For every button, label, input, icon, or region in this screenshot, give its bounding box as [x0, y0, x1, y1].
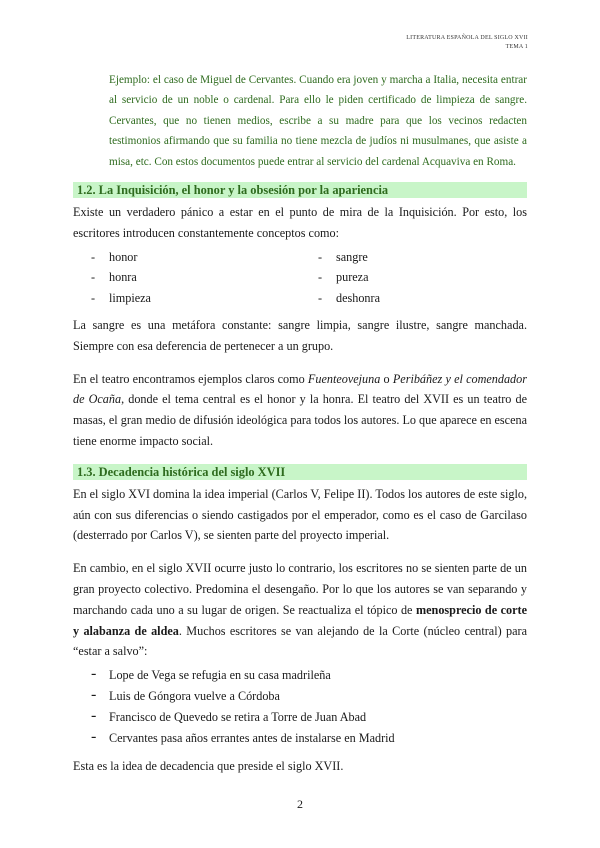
- concepts-column-right: [300, 247, 527, 309]
- example-paragraph: Ejemplo: el caso de Miguel de Cervantes. Cuando era joven y marcha a Italia, necesita entrar al servicio de un noble o cardenal. Para ello le piden certificado de limpieza de sangre. Cervantes, que no tienen medios, escribe a su madre para que los vecinos redacten testimonios afirmando que su familia no tiene mezcla de judíos ni musulmanes, que asiste a misa, etc. Con estos documentos puede entrar al servicio del cardenal Acquaviva en Roma.: [109, 74, 527, 168]
- paragraph-intro: Existe un verdadero pánico a estar en el punto de mira de la Inquisición. Por esto, los escritores introducen constantemente conceptos como:: [73, 205, 527, 240]
- page-number: 2: [297, 797, 303, 811]
- paragraph-closing: Esta es la idea de decadencia que preside el siglo XVII.: [73, 759, 344, 774]
- paragraph-siglo-xvii: En cambio, en el siglo XVII ocurre justo lo contrario, los escritores no se sienten parte de un gran proyecto colectivo. Predomina el desengaño. Por lo que los autores se van separando y marchando cada uno a su lugar de origen. Se reactualiza el tópico de menosprecio de corte y alabanza de aldea. Muchos escritores se van alejando de la Corte (núcleo central) para “estar a salvo”:: [73, 561, 528, 659]
- work-title-peribanez: Peribáñez y el comendador de Ocaña: [73, 371, 527, 407]
- list-item: - Luis de Góngora vuelve a Córdoba: [91, 685, 280, 703]
- section-heading-decadencia: 1.3. Decadencia histórica del siglo XVII: [73, 464, 527, 480]
- concepts-list: [73, 247, 527, 309]
- paragraph-blood-metaphor: La sangre es una metáfora constante: sangre limpia, sangre ilustre, sangre manchada. Siempre con esa deferencia de pertenecer a un grupo.: [73, 318, 527, 353]
- list-item: - sangre: [318, 249, 368, 264]
- header-course: LITERATURA ESPAÑOLA DEL SIGLO XVII: [406, 35, 528, 41]
- list-item: - Cervantes pasa años errantes antes de instalarse en Madrid: [91, 727, 395, 745]
- topic-bold: menosprecio de corte y alabanza de aldea: [73, 602, 528, 638]
- list-item: - deshonra: [318, 291, 380, 306]
- list-item: - honra: [91, 270, 137, 285]
- header-topic: TEMA 1: [505, 44, 528, 50]
- paragraph-siglo-xvi: En el siglo XVI domina la idea imperial (Carlos V, Felipe II). Todos los autores de este siglo, aún con sus diferencias o siendo castigados por el emperador, como es el caso de Garcilaso (desterrado por Carlos V), se sienten parte del proyecto imperial.: [73, 486, 527, 543]
- work-title-fuenteovejuna: Fuenteovejuna: [307, 371, 381, 386]
- running-header: [406, 34, 528, 52]
- list-item: - honor: [91, 249, 138, 264]
- list-item: - Lope de Vega se refugia en su casa madrileña: [91, 665, 331, 683]
- list-item: - Francisco de Quevedo se retira a Torre de Juan Abad: [91, 706, 367, 724]
- list-item: - pureza: [318, 270, 369, 285]
- page-body: [73, 70, 527, 777]
- authors-list: [73, 665, 527, 748]
- section-heading-inquisicion: 1.2. La Inquisición, el honor y la obsesión por la apariencia: [73, 182, 527, 198]
- concepts-column-left: [73, 247, 300, 309]
- paragraph-theater: En el teatro encontramos ejemplos claros como Fuenteovejuna o Peribáñez y el comendador de Ocaña, donde el tema central es el honor y la honra. El teatro del XVII es un teatro de masas, el gran medio de difusión ideológica para todos los autores. Lo que aparece en escena tiene enorme impacto social.: [73, 371, 527, 448]
- list-item: - limpieza: [91, 291, 151, 306]
